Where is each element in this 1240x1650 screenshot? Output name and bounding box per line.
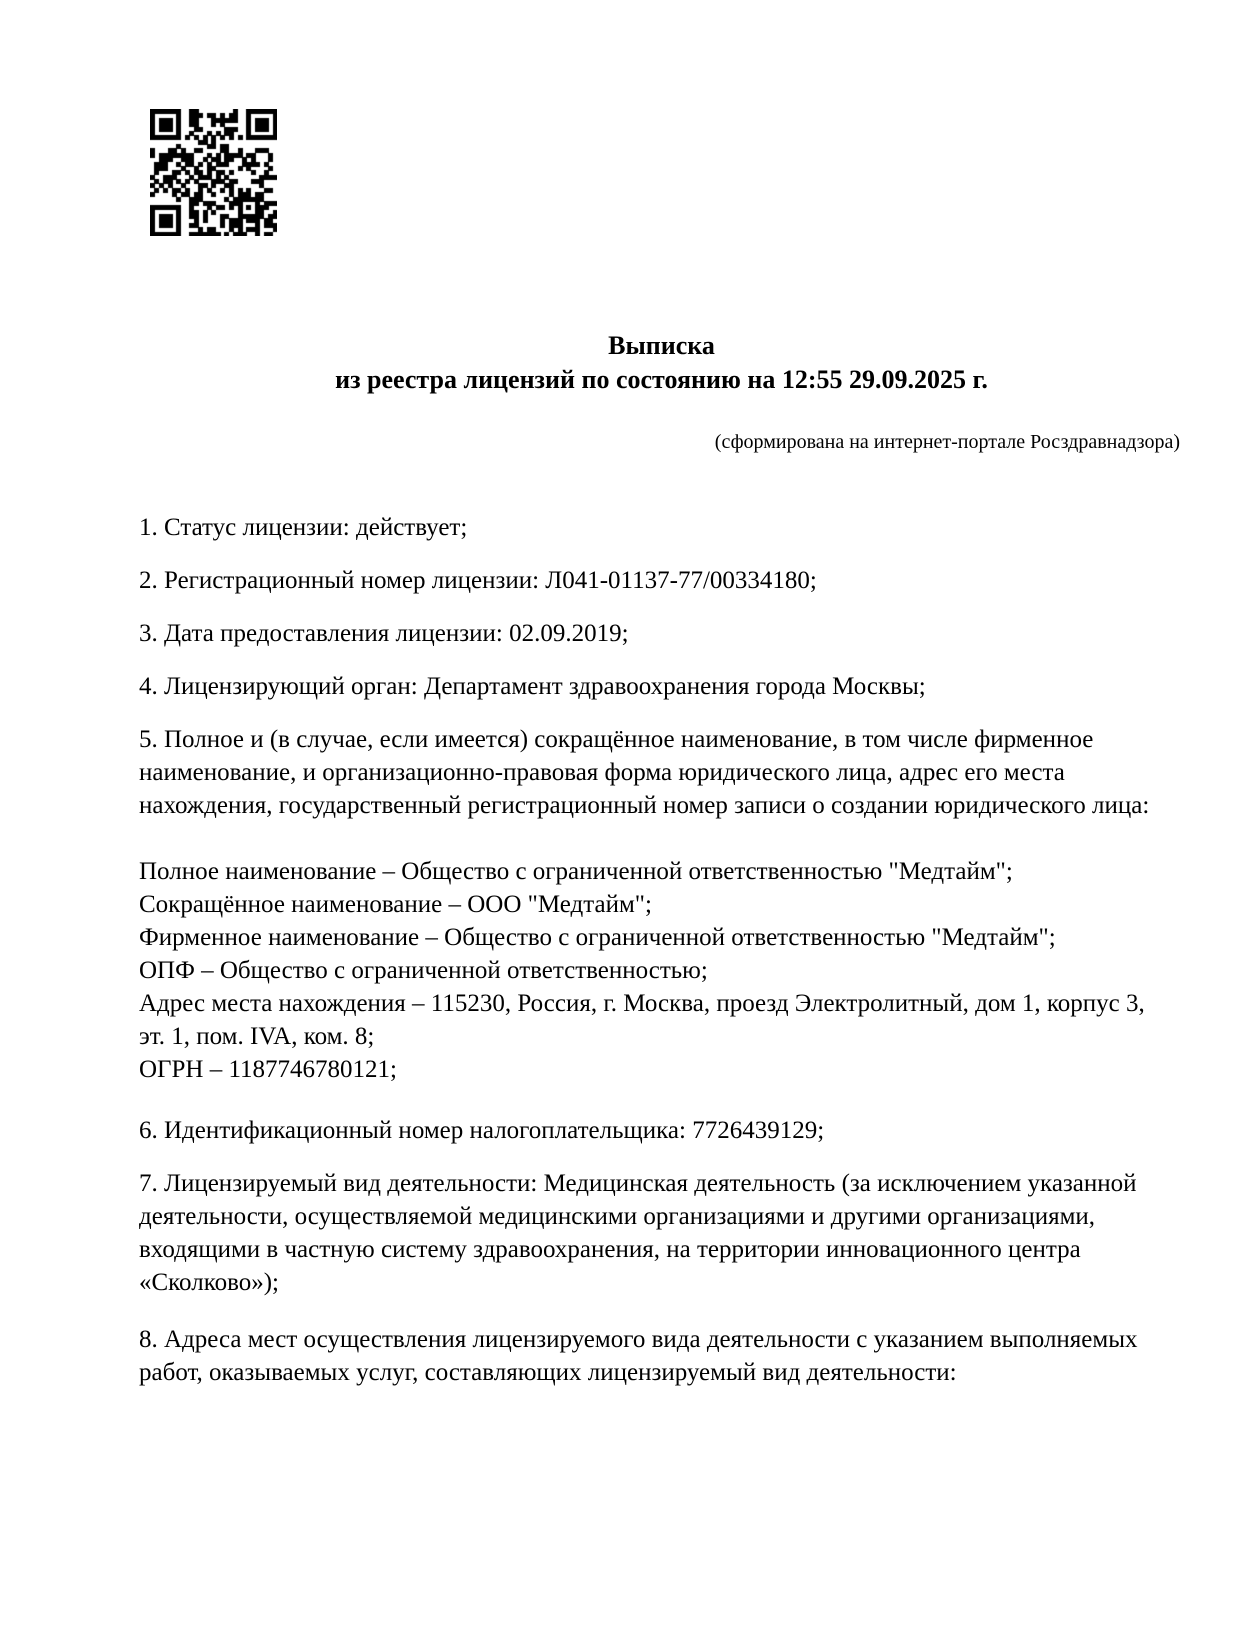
item-7-licensed-activity — [139, 1167, 1184, 1299]
text-line: 3. Дата предоставления лицензии: 02.09.2019; — [139, 620, 629, 647]
text-line: «Сколково»); — [139, 1269, 279, 1296]
item-8-activity-addresses — [139, 1323, 1184, 1389]
text-line: 5. Полное и (в случае, если имеется) сокращённое наименование, в том числе фирменное — [139, 726, 1094, 753]
title-line-2: из реестра лицензий по состоянию на 12:55 29.09.2025 г. — [335, 365, 988, 394]
item-2-registration-number — [139, 564, 1184, 597]
text-line: деятельности, осуществляемой медицинскими организациями и другими организациями, — [139, 1203, 1096, 1230]
item-5-entity-intro — [139, 723, 1184, 822]
title-line-1: Выписка — [608, 331, 715, 360]
text-line: 8. Адреса мест осуществления лицензируемого вида деятельности с указанием выполняемых — [139, 1326, 1138, 1353]
item-3-grant-date — [139, 617, 1184, 650]
text-line: 2. Регистрационный номер лицензии: Л041-01137-77/00334180; — [139, 567, 817, 594]
brand-name-line: Фирменное наименование – Общество с ограниченной ответственностью "Медтайм"; — [139, 924, 1056, 951]
formation-note: (сформирована на интернет-портале Росздравнадзора) — [714, 431, 1180, 453]
text-line: 6. Идентификационный номер налогоплательщика: 7726439129; — [139, 1117, 825, 1144]
document-title — [139, 329, 1184, 397]
full-name-line: Полное наименование – Общество с ограниченной ответственностью "Медтайм"; — [139, 858, 1013, 885]
item-1-license-status — [139, 511, 1184, 544]
text-line: работ, оказываемых услуг, составляющих лицензируемый вид деятельности: — [139, 1359, 957, 1386]
legal-form-line: ОПФ – Общество с ограниченной ответственностью; — [139, 957, 708, 984]
address-line-2: эт. 1, пом. IVA, ком. 8; — [139, 1023, 375, 1050]
text-line: входящими в частную систему здравоохранения, на территории инновационного центра — [139, 1236, 1081, 1263]
short-name-line: Сокращённое наименование – ООО "Медтайм"; — [139, 891, 652, 918]
address-line-1: Адрес места нахождения – 115230, Россия, г. Москва, проезд Электролитный, дом 1, корпус 3, — [139, 990, 1145, 1017]
text-line: 1. Статус лицензии: действует; — [139, 514, 468, 541]
ogrn-line: ОГРН – 1187746780121; — [139, 1056, 397, 1083]
text-line: наименование, и организационно-правовая форма юридического лица, адрес его места — [139, 759, 1065, 786]
entity-details-block — [139, 855, 1184, 1086]
document-body — [139, 511, 1184, 1389]
text-line: 7. Лицензируемый вид деятельности: Медицинская деятельность (за исключением указанной — [139, 1170, 1137, 1197]
text-line: нахождения, государственный регистрационный номер записи о создании юридического лица: — [139, 792, 1150, 819]
item-4-licensing-authority — [139, 670, 1184, 703]
text-line: 4. Лицензирующий орган: Департамент здравоохранения города Москвы; — [139, 673, 926, 700]
qr-code-icon — [150, 109, 277, 236]
item-6-taxpayer-id — [139, 1114, 1184, 1147]
